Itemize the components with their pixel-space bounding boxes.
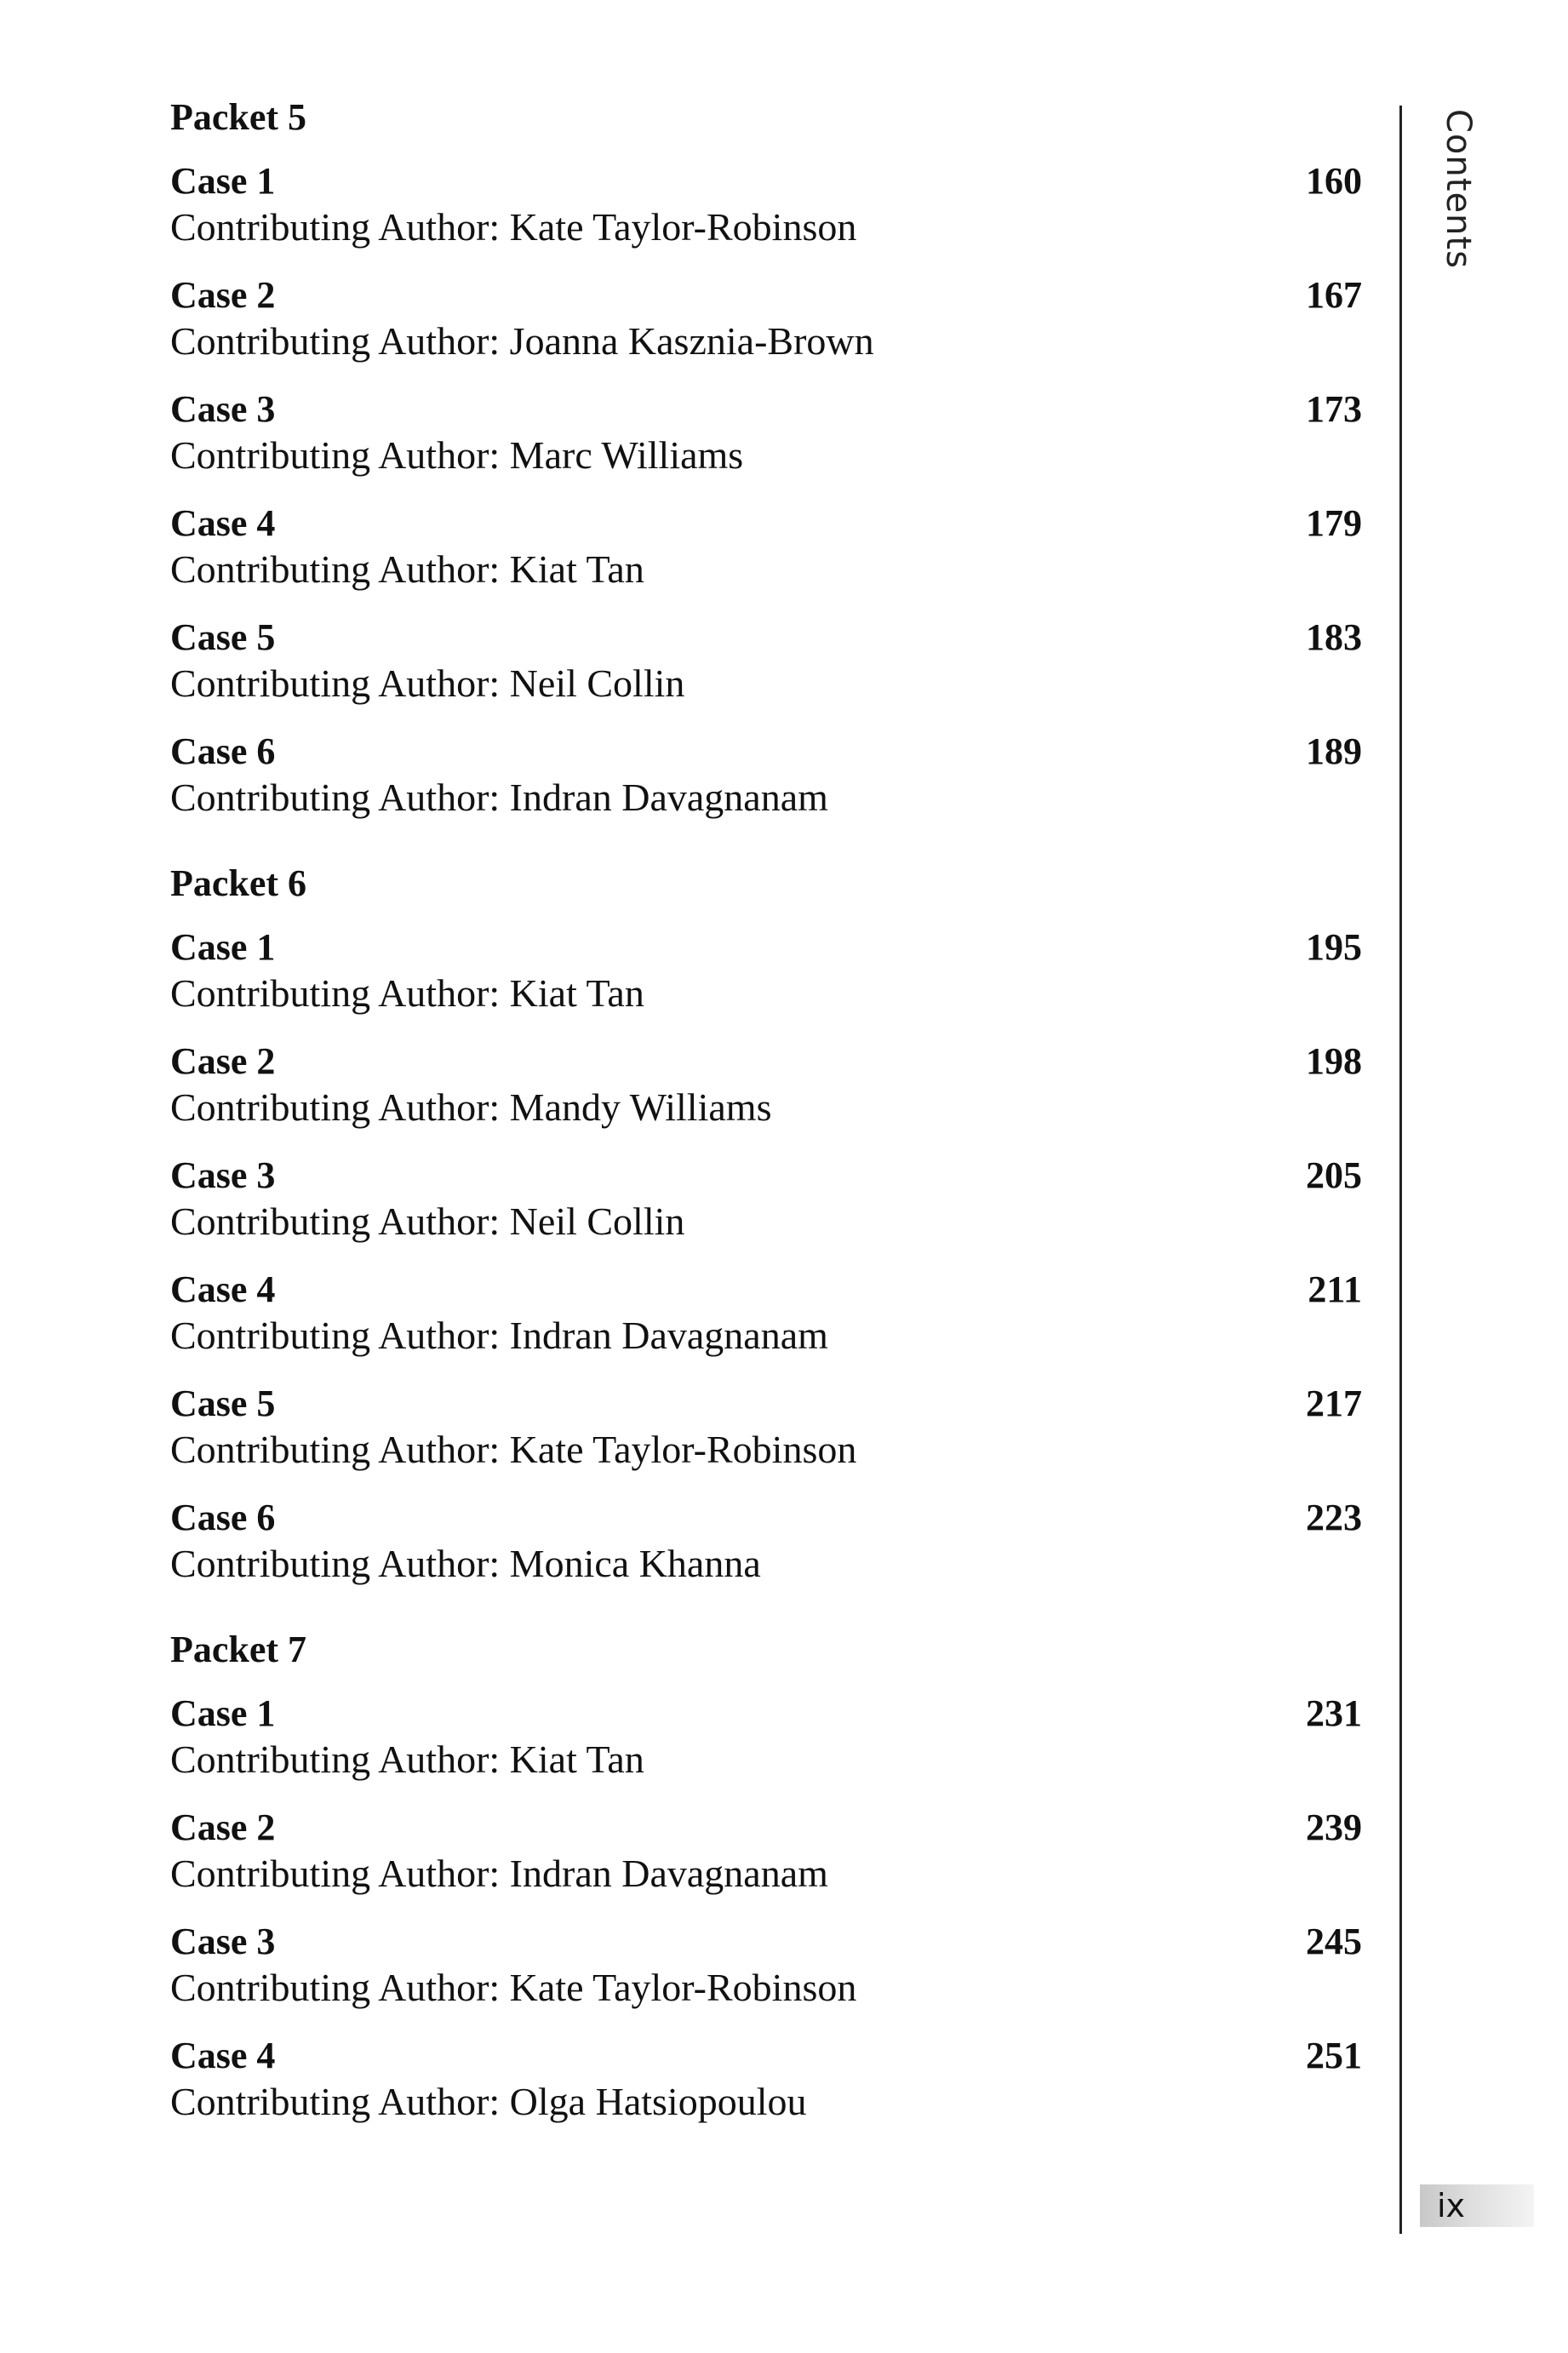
case-page-number: 205 <box>1306 1154 1362 1196</box>
toc-entry <box>170 272 1362 364</box>
toc-entry <box>170 1691 1362 1783</box>
case-author: Contributing Author: Indran Davagnanam <box>170 1314 828 1357</box>
packet-title: Packet 6 <box>170 862 307 904</box>
case-page-number: 183 <box>1306 616 1362 658</box>
case-author: Contributing Author: Indran Davagnanam <box>170 1852 828 1895</box>
case-title: Case 2 <box>170 274 276 316</box>
toc-entry <box>170 158 1362 250</box>
case-page-number: 223 <box>1306 1497 1362 1538</box>
case-page-number: 160 <box>1306 160 1362 202</box>
case-page-number: 198 <box>1306 1040 1362 1082</box>
packet-title: Packet 7 <box>170 1629 307 1670</box>
case-page-number: 195 <box>1306 926 1362 968</box>
case-page-number: 231 <box>1306 1692 1362 1734</box>
case-author: Contributing Author: Olga Hatsiopoulou <box>170 2080 807 2123</box>
toc-entry <box>170 2033 1362 2125</box>
page-number: ix <box>1437 2187 1466 2224</box>
case-author: Contributing Author: Neil Collin <box>170 661 685 705</box>
case-author: Contributing Author: Mandy Williams <box>170 1085 772 1129</box>
case-title: Case 4 <box>170 502 276 544</box>
packet-title: Packet 5 <box>170 96 307 138</box>
toc-entry <box>170 1267 1362 1359</box>
case-page-number: 189 <box>1306 730 1362 772</box>
case-author: Contributing Author: Indran Davagnanam <box>170 776 828 819</box>
case-page-number: 245 <box>1306 1921 1362 1962</box>
packet-6-section <box>170 860 1362 1587</box>
case-page-number: 211 <box>1308 1268 1362 1310</box>
case-page-number: 239 <box>1306 1806 1362 1848</box>
case-title: Case 6 <box>170 1497 276 1538</box>
case-title: Case 3 <box>170 388 276 430</box>
case-author: Contributing Author: Monica Khanna <box>170 1542 761 1585</box>
case-page-number: 179 <box>1306 502 1362 544</box>
case-title: Case 5 <box>170 616 276 658</box>
case-title: Case 3 <box>170 1921 276 1962</box>
toc-entry <box>170 1153 1362 1245</box>
case-page-number: 217 <box>1306 1383 1362 1424</box>
toc-entry <box>170 615 1362 707</box>
contents-list <box>170 94 1362 2164</box>
toc-entry <box>170 1919 1362 2011</box>
case-title: Case 1 <box>170 1692 276 1734</box>
toc-entry <box>170 1805 1362 1897</box>
toc-entry <box>170 925 1362 1016</box>
case-title: Case 1 <box>170 926 276 968</box>
case-page-number: 167 <box>1306 274 1362 316</box>
toc-entry <box>170 1039 1362 1131</box>
case-page-number: 173 <box>1306 388 1362 430</box>
margin-rule <box>1399 106 1402 2234</box>
case-author: Contributing Author: Kate Taylor-Robinson <box>170 1428 857 1471</box>
case-author: Contributing Author: Marc Williams <box>170 433 744 477</box>
case-page-number: 251 <box>1306 2035 1362 2076</box>
case-author: Contributing Author: Neil Collin <box>170 1199 685 1243</box>
toc-entry <box>170 1381 1362 1473</box>
case-author: Contributing Author: Kiat Tan <box>170 971 644 1015</box>
case-title: Case 4 <box>170 1268 276 1310</box>
packet-5-section <box>170 94 1362 821</box>
case-author: Contributing Author: Kate Taylor-Robinson <box>170 205 857 249</box>
toc-entry <box>170 729 1362 821</box>
case-title: Case 1 <box>170 160 276 202</box>
case-title: Case 3 <box>170 1154 276 1196</box>
case-author: Contributing Author: Kate Taylor-Robinson <box>170 1966 857 2009</box>
case-author: Contributing Author: Kiat Tan <box>170 1738 644 1781</box>
running-head: Contents <box>1439 109 1478 269</box>
toc-entry <box>170 386 1362 478</box>
toc-entry <box>170 501 1362 593</box>
toc-entry <box>170 1495 1362 1587</box>
case-title: Case 5 <box>170 1383 276 1424</box>
case-title: Case 2 <box>170 1806 276 1848</box>
case-author: Contributing Author: Joanna Kasznia-Brown <box>170 319 874 363</box>
case-title: Case 6 <box>170 730 276 772</box>
case-title: Case 2 <box>170 1040 276 1082</box>
packet-7-section <box>170 1626 1362 2125</box>
case-author: Contributing Author: Kiat Tan <box>170 547 644 591</box>
case-title: Case 4 <box>170 2035 276 2076</box>
